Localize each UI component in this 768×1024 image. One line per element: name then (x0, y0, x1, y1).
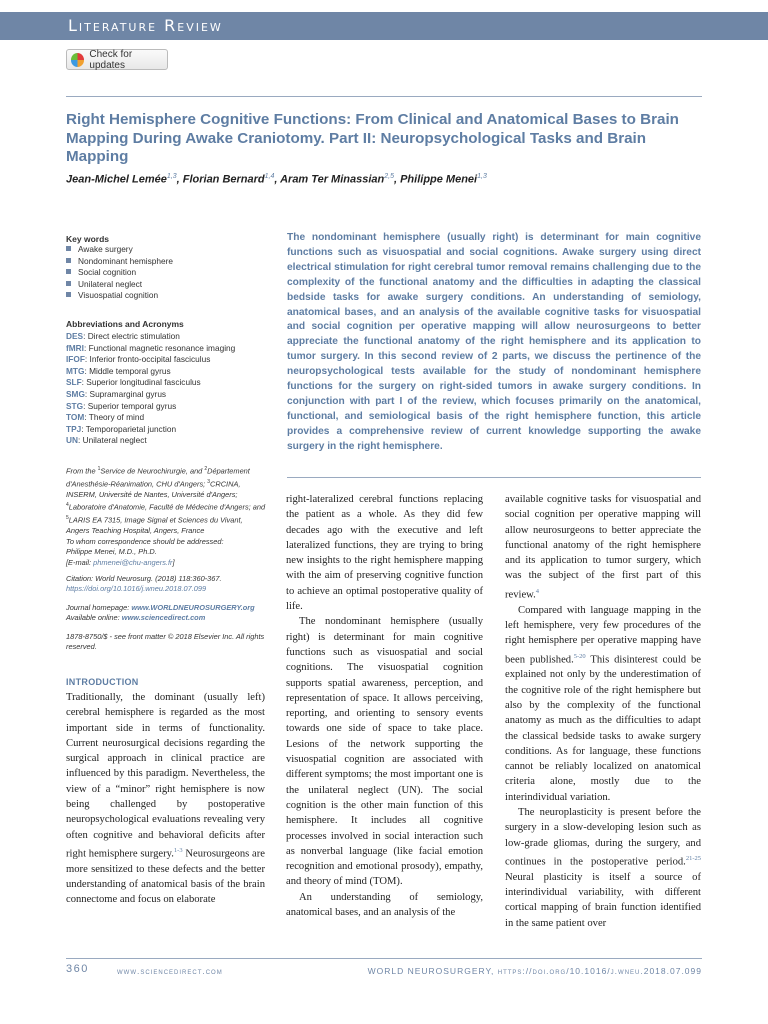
keywords-heading: Key words (66, 234, 109, 244)
body-paragraph: An understanding of semiology, anatomical bases, and an analysis of the (286, 891, 483, 919)
footer-site-link[interactable]: www.sciencedirect.com (117, 966, 223, 976)
abbreviation-value: Supramarginal gyrus (89, 388, 167, 399)
paragraph-text: Traditionally, the dominant (usually left) cerebral hemisphere is regarded as the most important side in terms of functionality. Current neurosurgical decisions regarding the surgical approach in clinical practice are influenced by this paradigm. Nevertheless, the view of a “minor” right hemisphere is now being challenged by postoperative neuropsychological evaluations revealing very often cognitive and behavioral deficits after right hemisphere surgery. (66, 692, 265, 860)
body-column-2 (286, 492, 483, 920)
affiliation-text: Laboratoire d'Anatomie, Faculté de Médecine d'Angers; and (68, 502, 266, 512)
author-affiliation: 2,5 (384, 173, 394, 180)
available-online-link[interactable]: www.sciencedirect.com (121, 613, 206, 623)
correspondence-line: To whom correspondence should be addressed: (66, 537, 224, 546)
abbreviation-value: Middle temporal gyrus (89, 365, 171, 376)
abbreviation-key: UN (66, 435, 78, 446)
reference-link[interactable]: 1-3 (173, 846, 183, 854)
journal-homepage-link[interactable]: www.WORLDNEUROSURGERY.org (131, 603, 255, 612)
email-link[interactable]: phmenei@chu-angers.fr (93, 557, 173, 567)
body-column-3 (505, 492, 701, 931)
affiliation-text: CRCINA, INSERM, Université de Nantes, Université d'Angers; (66, 479, 241, 499)
abbreviation-key: MTG (66, 365, 85, 376)
footer-journal-doi[interactable]: WORLD NEUROSURGERY, https://doi.org/10.1016/j.wneu.2018.07.099 (367, 966, 702, 976)
article-title: Right Hemisphere Cognitive Functions: From Clinical and Anatomical Bases to Brain Mapping During Awake Craniotomy. Part II: Neuropsychological Tasks and Brain Mapping (66, 111, 679, 165)
affiliation-text: From the (66, 466, 98, 476)
abbreviation-item: fMRI: Functional magnetic resonance imaging (66, 342, 236, 353)
keyword-item: Visuospatial cognition (66, 290, 173, 302)
author-name: Philippe Menei (400, 173, 478, 186)
page-number: 360 (66, 963, 89, 975)
abbreviation-item: SLF: Superior longitudinal fasciculus (66, 377, 201, 388)
affiliation-mark: 4 (66, 502, 69, 509)
email-prefix: [E-mail: (66, 557, 94, 567)
abbreviation-value: Superior longitudinal fasciculus (86, 377, 201, 388)
top-divider (66, 96, 702, 97)
abbreviation-item: UN: Unilateral neglect (66, 435, 147, 446)
citation-text: Citation: World Neurosurg. (2018) 118:360-367. (66, 574, 222, 583)
abstract-divider (287, 477, 701, 478)
abbreviation-item: TPJ: Temporoparietal junction (66, 423, 177, 434)
author-affiliation: 1,4 (264, 173, 275, 180)
correspondence (66, 537, 266, 568)
section-header-bar (0, 12, 768, 40)
section-label: Literature Review (68, 16, 223, 35)
available-online-label: Available online: (66, 613, 122, 623)
abbreviation-value: Direct electric stimulation (87, 331, 180, 341)
abbreviation-value: Temporoparietal junction (85, 423, 177, 434)
abbreviation-key: fMRI (66, 342, 84, 353)
reference-link[interactable]: 21-25 (685, 854, 701, 862)
affiliations (66, 464, 266, 536)
abbreviation-item: DES: Direct electric stimulation (66, 331, 180, 341)
abbreviation-item: MTG: Middle temporal gyrus (66, 365, 171, 376)
author-affiliation: 1,3 (166, 173, 177, 180)
abbreviation-key: TOM (66, 412, 85, 423)
correspondence-author: Philippe Menei, M.D., Ph.D. (66, 547, 157, 557)
paragraph-text: This disinterest could be explained not only by the underestimation of the cognitive role of the right hemisphere but also by the complexity of the functional anatomy as much as the difficulties to adapt the classical bedside tasks to awake surgery conditions. As for language, these functions cannot be reliably localized on anatomical criteria alone, mostly due to the interindividual variation. (505, 654, 701, 803)
affiliation-mark: 5 (66, 515, 69, 522)
check-for-updates-button[interactable] (66, 49, 168, 70)
abbreviation-key: DES (66, 331, 84, 341)
abbreviations-list (66, 331, 235, 447)
affiliation-mark: 1 (97, 466, 101, 472)
abbreviation-item: IFOF: Inferior fronto-occipital fasciculus (66, 354, 211, 365)
body-paragraph (505, 492, 701, 603)
keywords-list (66, 244, 173, 302)
journal-homepage-line (66, 603, 266, 613)
abbreviation-key: SMG (66, 388, 85, 399)
author-list: Jean-Michel Lemée$^{1,3}$, Florian Bernard$^{1,4}$, Aram Ter Minassian$^{2,5}$, Philippe Menei$^{1,3}$ (66, 173, 487, 186)
author-affiliation: 1,3 (477, 173, 487, 180)
abbreviations-heading: Abbreviations and Acronyms (66, 319, 184, 329)
abbreviation-value: Unilateral neglect (82, 435, 147, 446)
abbreviation-key: TPJ (66, 423, 82, 434)
affiliation-text: Département d'Anesthésie-Réanimation, CHU d'Angers; (66, 466, 250, 489)
abbreviation-value: Functional magnetic resonance imaging (88, 342, 236, 353)
doi-link[interactable]: https://doi.org/10.1016/j.wneu.2018.07.099 (66, 584, 207, 594)
citation (66, 574, 266, 595)
affiliation-text: Service de Neurochirurgie, and (100, 466, 205, 476)
crossmark-icon (71, 53, 84, 67)
author-name: Aram Ter Minassian (280, 173, 385, 186)
author-name: Florian Bernard (182, 173, 265, 186)
paragraph-text: Neural plasticity is itself a source of interindividual variability, with different cortical mapping of brain function identified in the same patient over (505, 871, 701, 929)
email-suffix: ] (172, 557, 175, 567)
affiliation-mark: 3 (207, 478, 211, 485)
abbreviation-key: SLF (66, 377, 82, 388)
abbreviation-value: Inferior fronto-occipital fasciculus (89, 354, 211, 365)
body-paragraph (66, 690, 265, 908)
body-paragraph: The nondominant hemisphere (usually right) is determinant for main cognitive functions such as visuospatial and social cognitions. The visuospatial cognition supports spatial awareness, perception, and representation of space. It allows perceiving, reporting, and orienting to sensory events towards one side of space to take place. Lesions of the network supporting the visuospatial cognition are associated with different symptoms; the most important one is the unilateral neglect (UN). The social cognition is the other main function of this hemisphere. It includes all cognitive processes involved in social interaction such as nonverbal language (like facial emotion recognition and emotional prosody), empathy, and theory of mind (TOM). (286, 616, 483, 888)
abbreviation-item: SMG: Supramarginal gyrus (66, 388, 167, 399)
correspondence-email-line (66, 558, 266, 568)
reference-link[interactable]: 5-20 (573, 652, 586, 660)
abbreviation-item: TOM: Theory of mind (66, 412, 145, 423)
journal-homepage-label: Journal homepage: (66, 603, 132, 612)
paragraph-text: The neuroplasticity is present before the surgery in a slow-developing lesion such as low-grade gliomas, during the surgery, and continues in the postoperative period. (505, 807, 701, 868)
paragraph-text: available cognitive tasks for visuospatial and social cognition per operative mapping will allow neurosurgeons to better appreciate the functional anatomy of the right hemisphere and its application to tumor surgery, which was the subject of the first part of this review. (505, 494, 701, 601)
keyword-item: Unilateral neglect (66, 279, 173, 291)
author-name: Jean-Michel Lemée (66, 173, 167, 186)
check-for-updates-label: Check for updates (89, 48, 133, 71)
keyword-item: Nondominant hemisphere (66, 256, 173, 268)
abbreviation-item: STG: Superior temporal gyrus (66, 400, 177, 411)
footer-divider (66, 958, 702, 959)
abbreviation-value: Theory of mind (88, 412, 145, 423)
paragraph-text: Neurosurgeons are more sensitized to these defects and the better understanding of anatomical basis of the brain connectome and focus on elaborate (66, 848, 265, 906)
body-column-1 (66, 690, 265, 908)
keyword-item: Social cognition (66, 267, 173, 279)
abbreviation-key: IFOF (66, 354, 85, 365)
body-paragraph: right-lateralized cerebral functions replacing the patient as a whole. As they did few decades ago with the executive and left lateralized functions, they are trying to bring new insights to the right hemisphere mapping with the aim of preserving cognitive function to achieve an optimal postoperative quality of life. (286, 494, 483, 613)
journal-info (66, 603, 266, 624)
available-online-line (66, 613, 266, 623)
abstract: The nondominant hemisphere (usually right) is determinant for main cognitive functions such as visuospatial and social cognitions. Awake surgery using direct electrical stimulation for right cerebral tumor removal remains challenging due to the complexity of the functional anatomy and the difficulties in adapting the classical bedside tasks for awake surgery conditions. An understanding of semiology, anatomical bases, and an analysis of the available cognitive tasks for visuospatial and social cognition per operative mapping will allow neurosurgeons to better appreciate the functional anatomy of the right hemisphere and its application to tumor surgery. In this second review of 2 parts, we discuss the pertinence of the neuropsychological tests available for the study of nondominant hemisphere functions for the surgery on right-sided tumors in awake surgery conditions. In conjunction with part I of the review, which focuses primarily on the anatomical, functional, and semiological basis of the right hemisphere function, this article provides a comprehensive review of current knowledge supporting the awake surgery in the right hemisphere. (287, 232, 701, 452)
paragraph-text: Compared with language mapping in the left hemisphere, very few procedures of the right hemisphere per operative mapping have been published. (505, 604, 701, 666)
keyword-item: Awake surgery (66, 244, 173, 256)
introduction-heading: INTRODUCTION (66, 677, 139, 687)
affiliation-mark: 2 (204, 466, 208, 472)
abbreviation-value: Superior temporal gyrus (87, 400, 177, 411)
body-paragraph (505, 805, 701, 931)
reference-link[interactable]: 4 (535, 587, 540, 595)
body-paragraph (505, 603, 701, 805)
copyright-notice: 1878-8750/$ - see front matter © 2018 Elsevier Inc. All rights reserved. (66, 632, 265, 652)
affiliation-text: LARIS EA 7315, Image Signal et Sciences du Vivant, Angers Teaching Hospital, Angers, France (66, 515, 243, 535)
abbreviation-key: STG (66, 400, 84, 411)
